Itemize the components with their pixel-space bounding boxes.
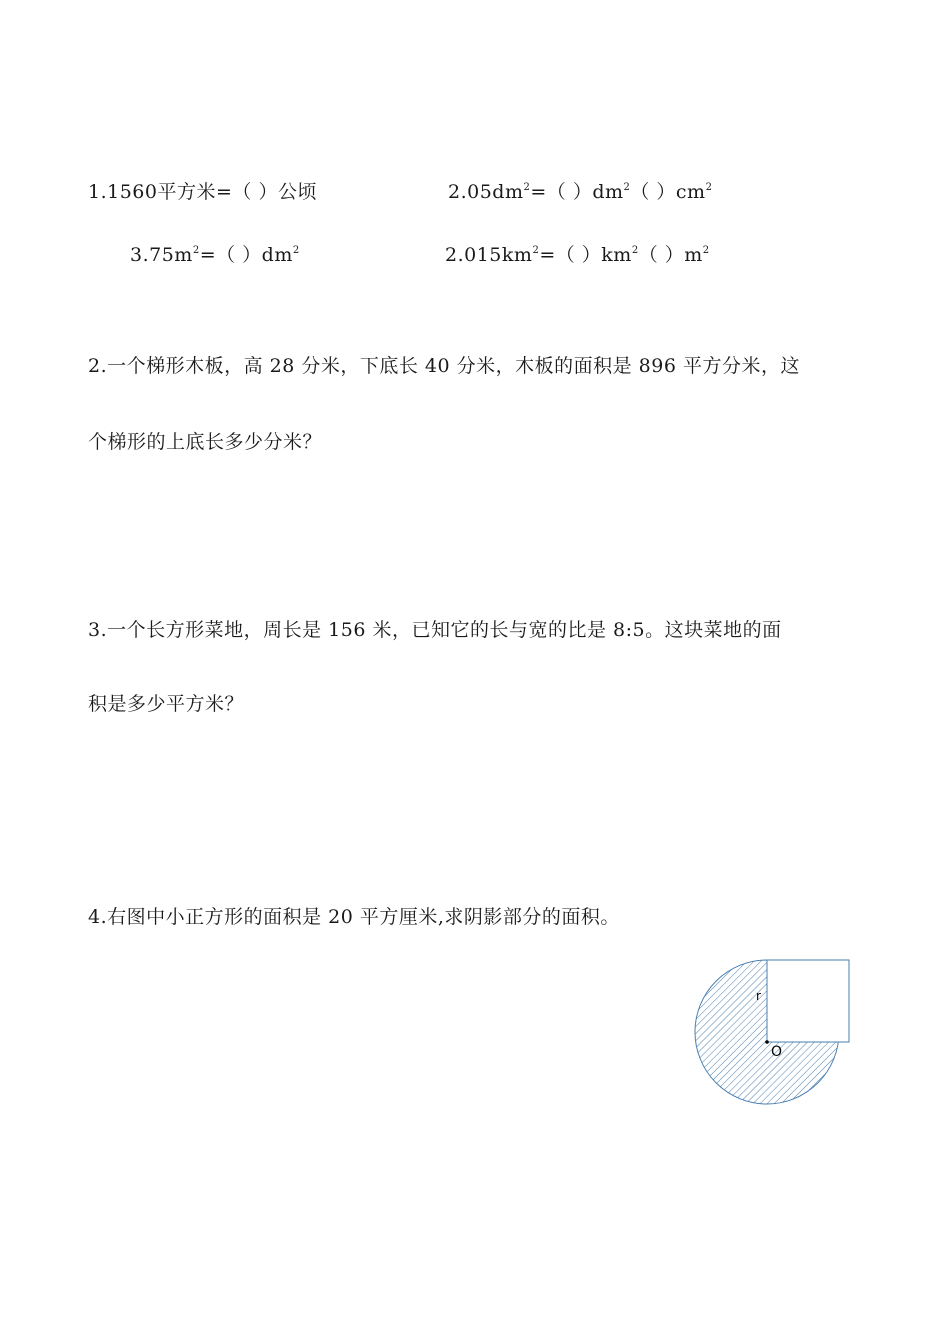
q1-item-c-blank: =（ ）dm <box>199 244 293 266</box>
geometry-figure <box>680 950 870 1130</box>
q1-item-b-blank2: （ ）cm <box>630 181 706 203</box>
q1-item-d-sup1: 2 <box>532 245 540 256</box>
q1-item-d-sup2: 2 <box>631 245 639 256</box>
q1-item-a-text: 1.1560平方米=（ ）公顷 <box>88 181 317 203</box>
q1-item-c-value: 3.75m <box>130 244 193 266</box>
q1-item-d <box>445 243 710 267</box>
label-o: O <box>771 1044 783 1060</box>
q1-item-b-sup1: 2 <box>523 182 531 193</box>
q1-item-d-blank1: =（ ）km <box>539 244 632 266</box>
q1-item-a <box>88 180 317 204</box>
q3-line-1: 3.一个长方形菜地，周长是 156 米，已知它的长与宽的比是 8:5。这块菜地的面 <box>88 619 782 641</box>
q1-item-b-blank1: =（ ）dm <box>530 181 624 203</box>
q1-item-b <box>448 180 712 204</box>
center-point <box>765 1040 769 1044</box>
q1-item-d-sup3: 2 <box>702 245 710 256</box>
q1-item-c <box>130 243 300 267</box>
q1-item-c-sup1: 2 <box>192 245 200 256</box>
q2-line-2: 个梯形的上底长多少分米？ <box>88 431 323 453</box>
q4-line-1: 4.右图中小正方形的面积是 20 平方厘米,求阴影部分的面积。 <box>88 906 620 928</box>
q1-item-c-sup2: 2 <box>292 245 300 256</box>
small-square <box>767 960 849 1042</box>
label-r: r <box>756 989 761 1003</box>
q1-item-b-value: 2.05dm <box>448 181 524 203</box>
q3-line-2: 积是多少平方米？ <box>88 693 245 715</box>
q1-item-d-blank2: （ ）m <box>638 244 703 266</box>
q2-line-1: 2.一个梯形木板，高 28 分米，下底长 40 分米，木板的面积是 896 平方分米，这 <box>88 355 800 377</box>
q1-item-b-sup3: 2 <box>705 182 713 193</box>
q1-item-d-value: 2.015km <box>445 244 533 266</box>
q1-item-b-sup2: 2 <box>623 182 631 193</box>
